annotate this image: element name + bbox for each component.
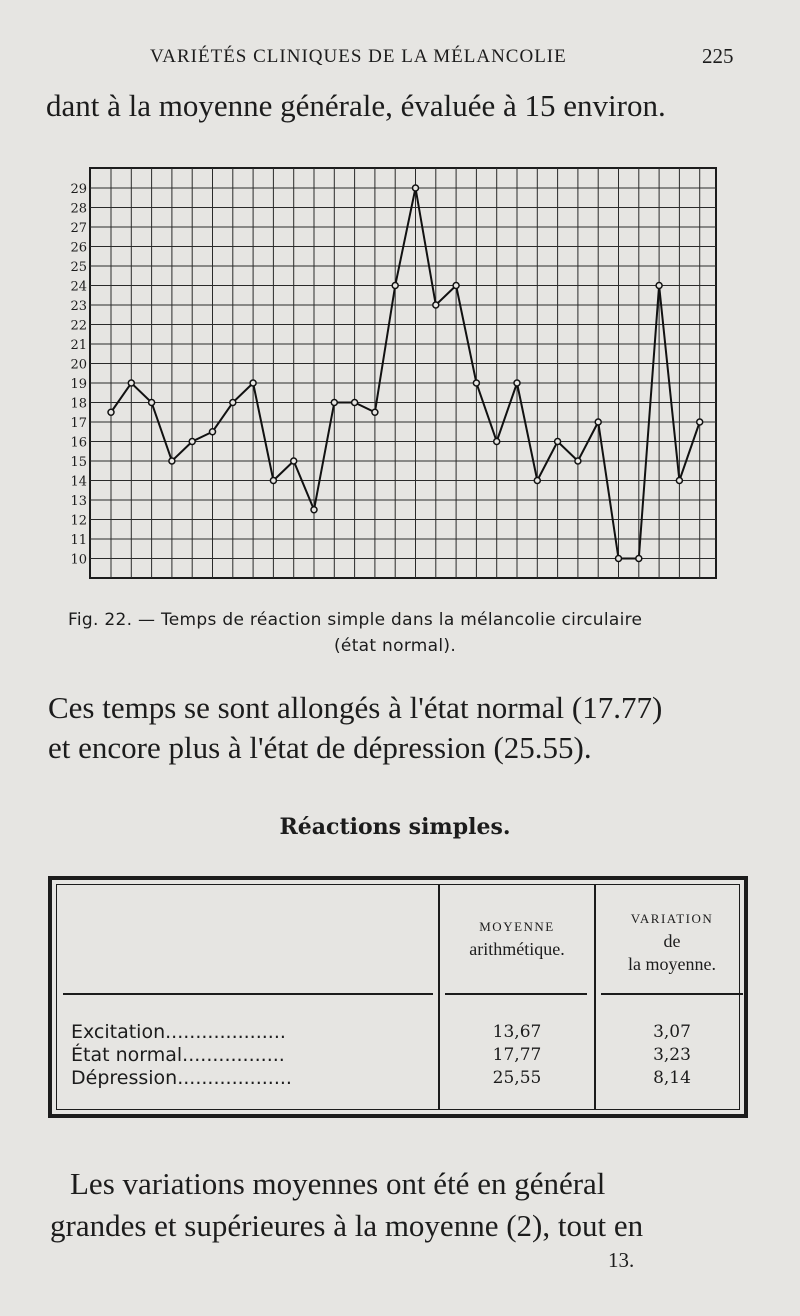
data-point (433, 302, 439, 308)
data-point (291, 458, 297, 464)
y-tick-label: 15 (70, 455, 87, 470)
data-point (676, 478, 682, 484)
reaction-time-chart (60, 166, 730, 590)
y-axis-ticks (70, 182, 87, 568)
y-tick-label: 11 (70, 533, 87, 548)
y-tick-label: 13 (70, 494, 87, 509)
column-header-line: de (663, 931, 681, 951)
y-tick-label: 22 (70, 318, 87, 334)
data-point (311, 507, 317, 513)
chart-series (108, 185, 703, 562)
row-label: État normal................. (71, 1044, 285, 1066)
column-header-line: arithmétique. (469, 939, 565, 959)
y-tick-label: 23 (70, 299, 87, 314)
data-point (413, 185, 419, 191)
column-header-line: VARIATION (630, 911, 714, 926)
data-point (595, 419, 601, 425)
data-point (372, 409, 378, 415)
body-text-line: Ces temps se sont allongés à l'état normal (17.77) (48, 690, 663, 725)
figure-caption: Fig. 22. — Temps de réaction simple dans la mélancolie circulaire (68, 610, 643, 630)
data-point (494, 439, 500, 445)
data-point (656, 283, 662, 289)
y-tick-label: 12 (70, 513, 87, 529)
header-rule (601, 993, 743, 995)
body-text-line: grandes et supérieures à la moyenne (2), tout en (50, 1208, 644, 1243)
table-inner-frame (56, 884, 740, 1110)
data-point (169, 458, 175, 464)
row-label: Dépression................... (71, 1067, 292, 1089)
data-point (514, 380, 520, 386)
cell-variation: 3,23 (653, 1045, 691, 1065)
data-point (534, 478, 540, 484)
data-point (697, 419, 703, 425)
data-point (636, 556, 642, 562)
column-divider (594, 885, 596, 1109)
figure-caption-continued: (état normal). (334, 636, 457, 656)
data-point (149, 400, 155, 406)
y-tick-label: 28 (70, 201, 87, 217)
running-head: VARIÉTÉS CLINIQUES DE LA MÉLANCOLIE (150, 46, 567, 67)
y-tick-label: 25 (70, 260, 87, 275)
data-point (352, 400, 358, 406)
chart-grid (90, 168, 716, 578)
y-tick-label: 27 (70, 221, 87, 236)
body-text-line: dant à la moyenne générale, évaluée à 15 environ. (46, 88, 666, 123)
data-point (473, 380, 479, 386)
data-point (616, 556, 622, 562)
data-point (453, 283, 459, 289)
data-point (270, 478, 276, 484)
header-rule (445, 993, 587, 995)
data-point (230, 400, 236, 406)
table-title: Réactions simples. (279, 814, 511, 840)
data-point (108, 409, 114, 415)
signature-mark: 13. (608, 1248, 635, 1272)
page-number: 225 (702, 44, 734, 68)
body-text-line: et encore plus à l'état de dépression (25.55). (48, 730, 592, 765)
row-label: Excitation.................... (71, 1021, 286, 1043)
data-point (331, 400, 337, 406)
data-point (250, 380, 256, 386)
body-text-line: Les variations moyennes ont été en général (70, 1166, 606, 1201)
cell-mean: 25,55 (492, 1068, 542, 1088)
y-tick-label: 29 (70, 182, 87, 197)
y-tick-label: 21 (70, 338, 87, 353)
header-rule (63, 993, 433, 995)
y-tick-label: 17 (70, 416, 87, 431)
y-tick-label: 26 (70, 240, 87, 256)
column-header-line: la moyenne. (628, 954, 716, 974)
y-tick-label: 24 (70, 279, 87, 295)
y-tick-label: 19 (70, 377, 87, 392)
data-point (575, 458, 581, 464)
y-tick-label: 16 (70, 435, 87, 451)
data-point (189, 439, 195, 445)
cell-variation: 3,07 (653, 1022, 691, 1042)
y-tick-label: 10 (70, 552, 87, 568)
data-point (128, 380, 134, 386)
chart-frame (90, 168, 716, 578)
cell-variation: 8,14 (653, 1068, 691, 1088)
cell-mean: 13,67 (492, 1022, 542, 1042)
column-divider (438, 885, 440, 1109)
data-point (392, 283, 398, 289)
series-line (111, 188, 700, 559)
data-point (555, 439, 561, 445)
column-header-variation (597, 907, 747, 976)
column-header-line: MOYENNE (479, 919, 555, 934)
data-point (210, 429, 216, 435)
y-tick-label: 18 (70, 396, 87, 412)
column-header-mean (441, 915, 593, 961)
y-tick-label: 14 (70, 474, 87, 490)
cell-mean: 17,77 (492, 1045, 542, 1065)
y-tick-label: 20 (70, 357, 87, 373)
results-table (48, 876, 748, 1118)
